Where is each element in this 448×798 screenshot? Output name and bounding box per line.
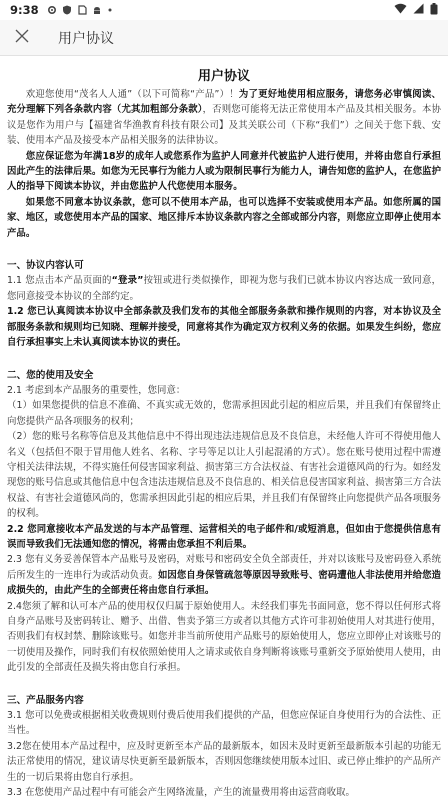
intro-bold-text: 如果您不同意本协议条款，您可以不使用本产品，也可以选择不安装或使用本产品。如您所属的国家、地区，或您使用本产品的国家、地区排斥本协议条款内容之全部或部分内容，则您应立即停止使用本产品。 xyxy=(7,196,441,239)
sim-card-icon xyxy=(77,5,87,15)
intro-bold-text: 您应保证您为年满18岁的成年人或您系作为监护人同意并代被监护人进行使用，并将由您自行承担因此产生的法律后果。如您为无民事行为能力人或为限制民事行为能力人，请告知您的监护人，在您监护人的指导下阅读本协议，并由您监护人代您使用本服务。 xyxy=(7,150,441,193)
system-icons xyxy=(388,3,438,18)
dot-icon xyxy=(107,5,117,15)
signal-icon xyxy=(413,3,424,17)
clause-text: 2.3 您有义务妥善保管本产品账号及密码，对账号和密码安全负全部责任，并对以该账号及密码登入系统后所发生的一连串行为或活动负责。 xyxy=(7,554,441,581)
section-heading-3: 三、产品服务内容 xyxy=(7,694,84,706)
clause-bold-text: 如因您自身保管疏忽等原因导致账号、密码遭他人非法使用并给您造成损失的，由此产生的全部责任将由您自行承担。 xyxy=(7,569,441,597)
status-bar xyxy=(0,0,448,20)
section-heading-2: 二、您的使用及安全 xyxy=(7,369,94,381)
clause-2-1-1: （1）如果您提供的信息不准确、不真实或无效的，您需承担因此引起的相应后果，并且我们有保留终止向您提供产品各项服务的权利； xyxy=(7,400,441,427)
clause-2-3 xyxy=(7,552,441,598)
shield-icon xyxy=(62,5,72,15)
intro-text: 欢迎您使用“茂名人人通”（以下可简称“产品”）！ xyxy=(25,89,239,100)
clause-1-1 xyxy=(7,273,441,304)
wifi-icon xyxy=(394,3,407,17)
close-button[interactable] xyxy=(0,20,44,56)
clause-2-1: 2.1 考虑到本产品服务的重要性，您同意： xyxy=(7,384,186,396)
intro-text: ，否则您可能将无法正常使用本产品及其相关服务。本协议是您作为用户与【福建省华渔教育科技有限公司】及其关联公司（下称“我们”）之间关于您下载、安装、使用本产品及接受本产品相关服务的法律协议。 xyxy=(7,104,441,147)
notification-icons xyxy=(47,5,122,15)
clause-3-3: 3.3 在您使用产品过程中有可能会产生网络流量，产生的流量费用将由运营商收取。 xyxy=(7,787,355,798)
app-bar xyxy=(0,20,448,56)
clause-1-2 xyxy=(7,304,441,350)
document-title: 用户协议 xyxy=(197,69,250,84)
settings-gear-icon xyxy=(47,5,57,15)
android-icon xyxy=(92,5,102,15)
clause-2-2 xyxy=(7,522,441,553)
status-time: 9:38 xyxy=(10,3,39,17)
section-heading-1: 一、协议内容认可 xyxy=(7,260,84,272)
page-title: 用户协议 xyxy=(58,30,114,47)
clause-3-2: 3.2您在使用本产品过程中，应及时更新至本产品的最新版本，如因未及时更新至最新版本引起的功能无法正常使用的情况，建议请尽快更新至最新版本，否则因您继续使用版本过旧、或已停止维护的产品所产生的一切后果将由您自行承担。 xyxy=(7,740,441,783)
intro-bold-text: 为了更好地使用相应服务，请您务必审慎阅读、充分理解下列各条款内容（尤其加粗部分条款） xyxy=(7,89,441,116)
close-icon xyxy=(15,28,29,47)
intro-paragraph-1 xyxy=(7,87,441,149)
clause-2-1-2: （2）您的账号名称等信息及其他信息中不得出现违法违规信息及不良信息，未经他人许可不得使用他人名义（包括但不限于冒用他人姓名、名称、字号等足以让人引起混淆的方式）。您在账号使用过程中需遵守相关法律法规，不得实施任何侵害国家利益、损害第三方合法权益、有害社会道德风尚的行为。如经发现您的账号信息或其他信息中包含违法违规信息及不良信息的、相关信息侵害国家利益、损害第三方合法权益、有害社会道德风尚的，您需承担因此引起的相应后果，并且我们有保留终止向您提供产品各项服务的权利。 xyxy=(7,431,441,520)
clause-bold-text: 2.2 您同意接收本产品发送的与本产品管理、运营相关的电子邮件和/或短消息，但如由于您提供信息有误而导致我们无法通知您的情况，将需由您承担不利后果。 xyxy=(7,523,441,550)
clause-3-1: 3.1 您可以免费或根据相关收费规则付费后使用我们提供的产品，但您应保证自身使用行为的合法性、正当性。 xyxy=(7,710,441,737)
clause-2-4: 2.4您须了解和认可本产品的使用权仅归属于原始使用人。未经我们事先书面同意，您不得以任何形式将自身产品账号及密码转让、赠予、出借、售卖予第三方或者以其他方式许可非初始使用人对其进行使用，否则我们有权封禁、删除该账号。如您并非当前所使用产品账号的原始使用人，您应立即停止对该账号的一切使用及操作，同时我们有权依照始使用人之请求或依自身判断将该账号重新交予原始使用人使用，由此引发的全部责任及损失将由您自行承担。 xyxy=(7,600,441,674)
clause-text: 按钮或进行类似操作，即视为您与我们已就本协议内容达成一致同意，您同意接受本协议的全部约定。 xyxy=(7,275,441,302)
clause-bold-text: “登录” xyxy=(111,275,144,287)
agreement-content[interactable] xyxy=(0,57,448,798)
intro-paragraph-2 xyxy=(7,149,441,195)
clause-text: 1.1 您点击本产品页面的 xyxy=(7,275,112,287)
battery-icon xyxy=(430,3,438,18)
intro-paragraph-3 xyxy=(7,195,441,241)
clause-bold-text: 1.2 您已认真阅读本协议中全部条款及我们发布的其他全部服务条款和操作规则的内容，对本协议及全部服务条款和规则均已知晓、理解并接受，同意将其作为确定双方权利义务的依据。如果发生纠纷，您应自行承担事实上未认真阅读本协议的责任。 xyxy=(7,306,441,349)
